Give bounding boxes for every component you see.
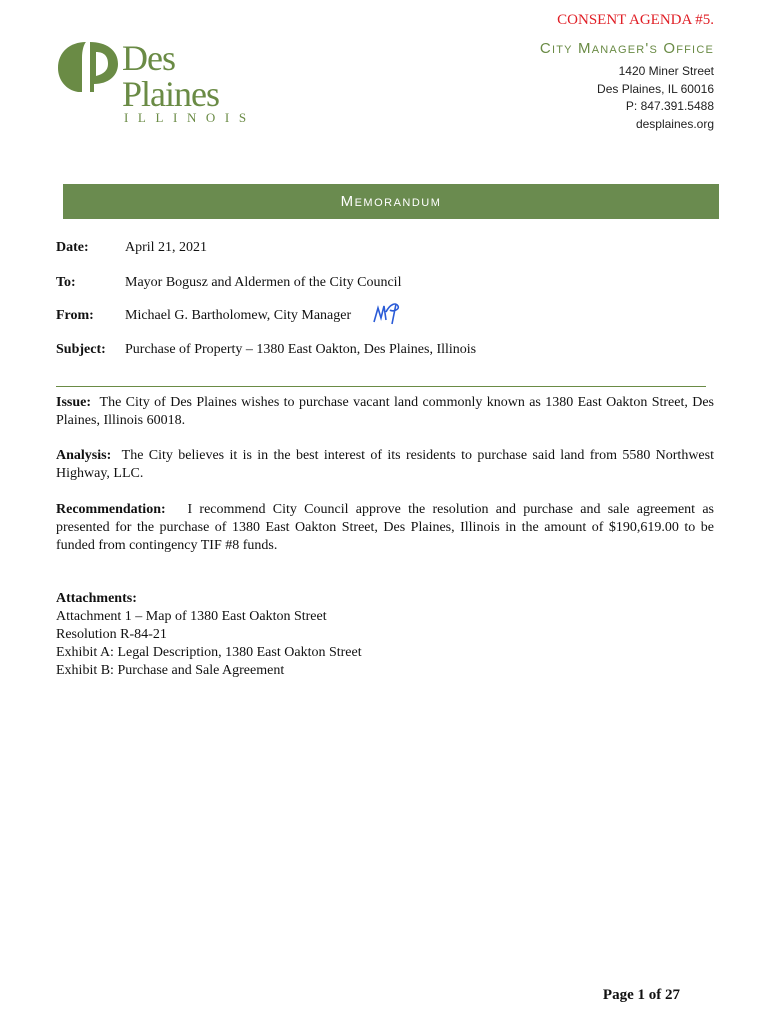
office-address-block [540,40,714,133]
logo-des-text: Des [122,38,175,78]
analysis-text: The City believes it is in the best interest of its residents to purchase said land from 5580 Northwest Highway, LLC. [56,448,714,481]
date-value: April 21, 2021 [125,240,208,255]
logo-plaines-text: Plaines [122,74,219,114]
subject-value: Purchase of Property – 1380 East Oakton, Des Plaines, Illinois [125,342,477,357]
attachment-item: Exhibit A: Legal Description, 1380 East Oakton Street [56,645,362,660]
signature-initials [372,300,404,326]
des-plaines-logo [56,38,266,130]
logo-illinois-text: ILLINOIS [124,110,256,125]
memorandum-banner [63,184,719,219]
office-city: Des Plaines, IL 60016 [597,81,714,96]
issue-label: Issue: [56,395,92,410]
attachment-item: Resolution R-84-21 [56,627,167,642]
office-title: City Manager's Office [539,40,714,57]
from-label: From: [56,308,94,323]
issue-paragraph [56,394,714,430]
attachments-heading: Attachments: [56,591,137,606]
analysis-label: Analysis: [56,448,112,463]
from-value: Michael G. Bartholomew, City Manager [125,308,352,323]
recommendation-paragraph [56,501,714,555]
attachment-item: Attachment 1 – Map of 1380 East Oakton Street [56,609,327,624]
recommendation-text: I recommend City Council approve the resolution and purchase and sale agreement as presented for the purchase of 1380 East Oakton Street, Des Plaines, Illinois in the amount of $190,619.00 to be funded from contingency TIF #8 funds. [56,502,714,553]
to-value: Mayor Bogusz and Aldermen of the City Council [125,275,402,290]
office-website: desplaines.org [635,116,714,131]
date-label: Date: [56,240,89,255]
page-number: Page 1 of 27 [602,987,680,1003]
analysis-paragraph [56,447,714,483]
subject-label: Subject: [56,342,106,357]
recommendation-label: Recommendation: [56,502,166,517]
divider-line [56,386,706,387]
logo-leaf-icon [56,38,120,94]
office-street: 1420 Miner Street [618,64,714,78]
attachment-item: Exhibit B: Purchase and Sale Agreement [56,663,285,678]
issue-text: The City of Des Plaines wishes to purchase vacant land commonly known as 1380 East Oakton Street, Des Plaines, Illinois 60018. [56,395,715,428]
office-phone: P: 847.391.5488 [625,99,714,113]
attachments-section [56,590,362,680]
consent-agenda-label: CONSENT AGENDA #5. [557,12,714,28]
to-label: To: [56,275,76,290]
memorandum-title: Memorandum [340,193,442,210]
